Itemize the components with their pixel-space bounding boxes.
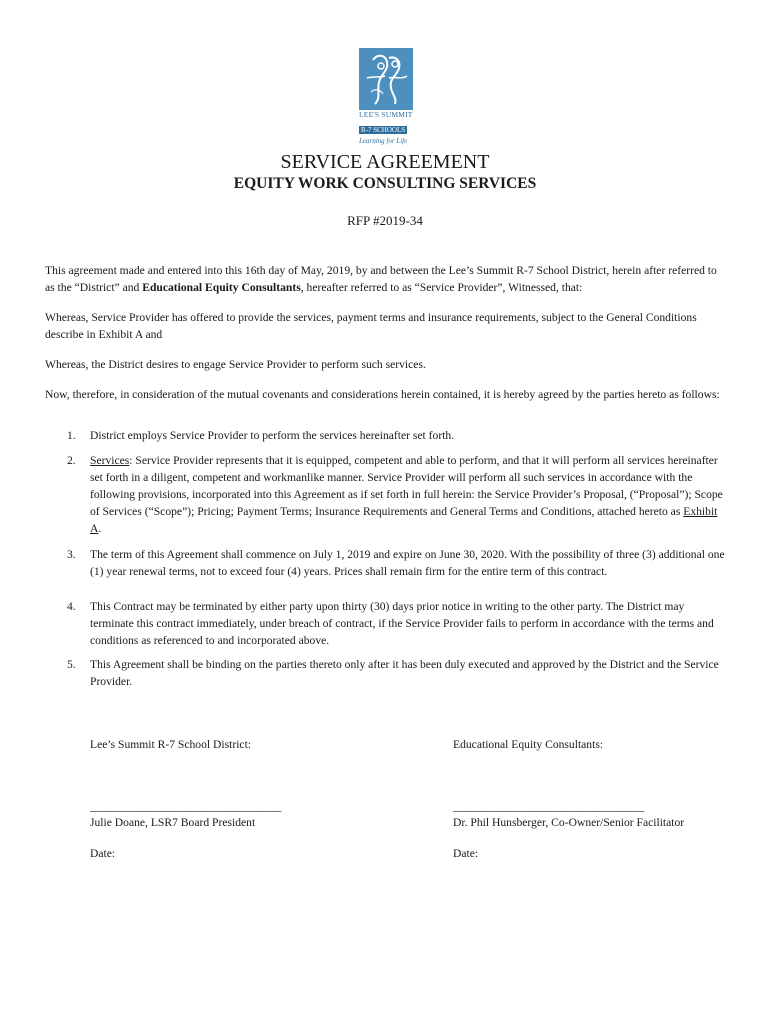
whereas-paragraph-1: Whereas, Service Provider has offered to provide the services, payment terms and insurance requirements, subject to the General Conditions describe in Exhibit A and [45,311,697,341]
list-item-number: 4. [67,600,76,613]
district-logo [359,48,413,146]
logo-figures-icon [359,48,413,110]
logo-name-line2: R-7 SCHOOLS [361,126,406,134]
services-text: : Service Provider represents that it is equipped, competent and able to perform, and that it will perform all services hereinafter set forth in a diligent, competent and workmanlike manner. Service Provider will perform all such services in accordance with the following provisions, incorporated into this Agreement as if set forth in full herein: the Service Provider’s Proposal, (“Proposal”); Scope of Services (“Scope”); Pricing; Payment Terms; Insurance Requirements and General Terms and Conditions, attached hereto as [90,454,723,518]
list-item-number: 2. [67,454,76,467]
left-party-label: Lee’s Summit R-7 School District: [90,738,252,751]
right-date-label: Date: [453,847,479,860]
intro-text-start: This agreement made and entered into this 16th day of May, 2019, by and between the Lee’s Summit R-7 School District, herein after referred to as the “District” and [45,264,717,294]
list-item-text: This Agreement shall be binding on the parties thereto only after it has been duly executed and approved by the District and the Service Provider. [90,658,719,688]
list-item-number: 5. [67,658,76,671]
left-signature-line: _________________________________ [90,800,282,813]
list-item-number: 1. [67,429,76,442]
list-item-text: This Contract may be terminated by either party upon thirty (30) days prior notice in writing to the other party. The District may terminate this contract immediately, under breach of contract, if the Service Provider fails to perform in accordance with the terms and conditions as referenced to and incorporated above. [90,600,714,647]
document-subtitle: EQUITY WORK CONSULTING SERVICES [233,175,537,192]
right-signer-name: Dr. Phil Hunsberger, Co-Owner/Senior Facilitator [453,816,685,829]
right-party-label: Educational Equity Consultants: [453,738,604,751]
list-item-text: District employs Service Provider to perform the services hereinafter set forth. [90,429,455,442]
list-item-number: 3. [67,548,76,561]
left-signer-name: Julie Doane, LSR7 Board President [90,816,256,829]
logo-name-line1: LEE'S SUMMIT [359,110,413,119]
now-therefore-paragraph: Now, therefore, in consideration of the mutual covenants and considerations herein contained, it is hereby agreed by the parties hereto as follows: [45,388,720,401]
list-item-text: The term of this Agreement shall commence on July 1, 2019 and expire on June 30, 2020. With the possibility of three (3) additional one (1) year renewal terms, not to exceed four (4) years. Prices shall remain firm for the entire term of this contract. [90,548,725,578]
list-item-text [90,452,730,537]
logo-tagline: Learning for Life [359,137,408,145]
services-text-end: . [98,522,102,535]
intro-text-end: , hereafter referred to as “Service Provider”, Witnessed, that: [300,281,583,294]
intro-party-name: Educational Equity Consultants [142,281,301,294]
intro-paragraph [45,262,725,296]
whereas-paragraph-2: Whereas, the District desires to engage Service Provider to perform such services. [45,358,426,371]
document-title: SERVICE AGREEMENT [280,151,490,173]
right-signature-line: _________________________________ [453,800,645,813]
rfp-number: RFP #2019-34 [347,213,423,228]
left-date-label: Date: [90,847,116,860]
logo-emblem [359,48,413,110]
exhibit-a-reference: Exhibit A [90,505,718,535]
services-label: Services [90,454,130,467]
